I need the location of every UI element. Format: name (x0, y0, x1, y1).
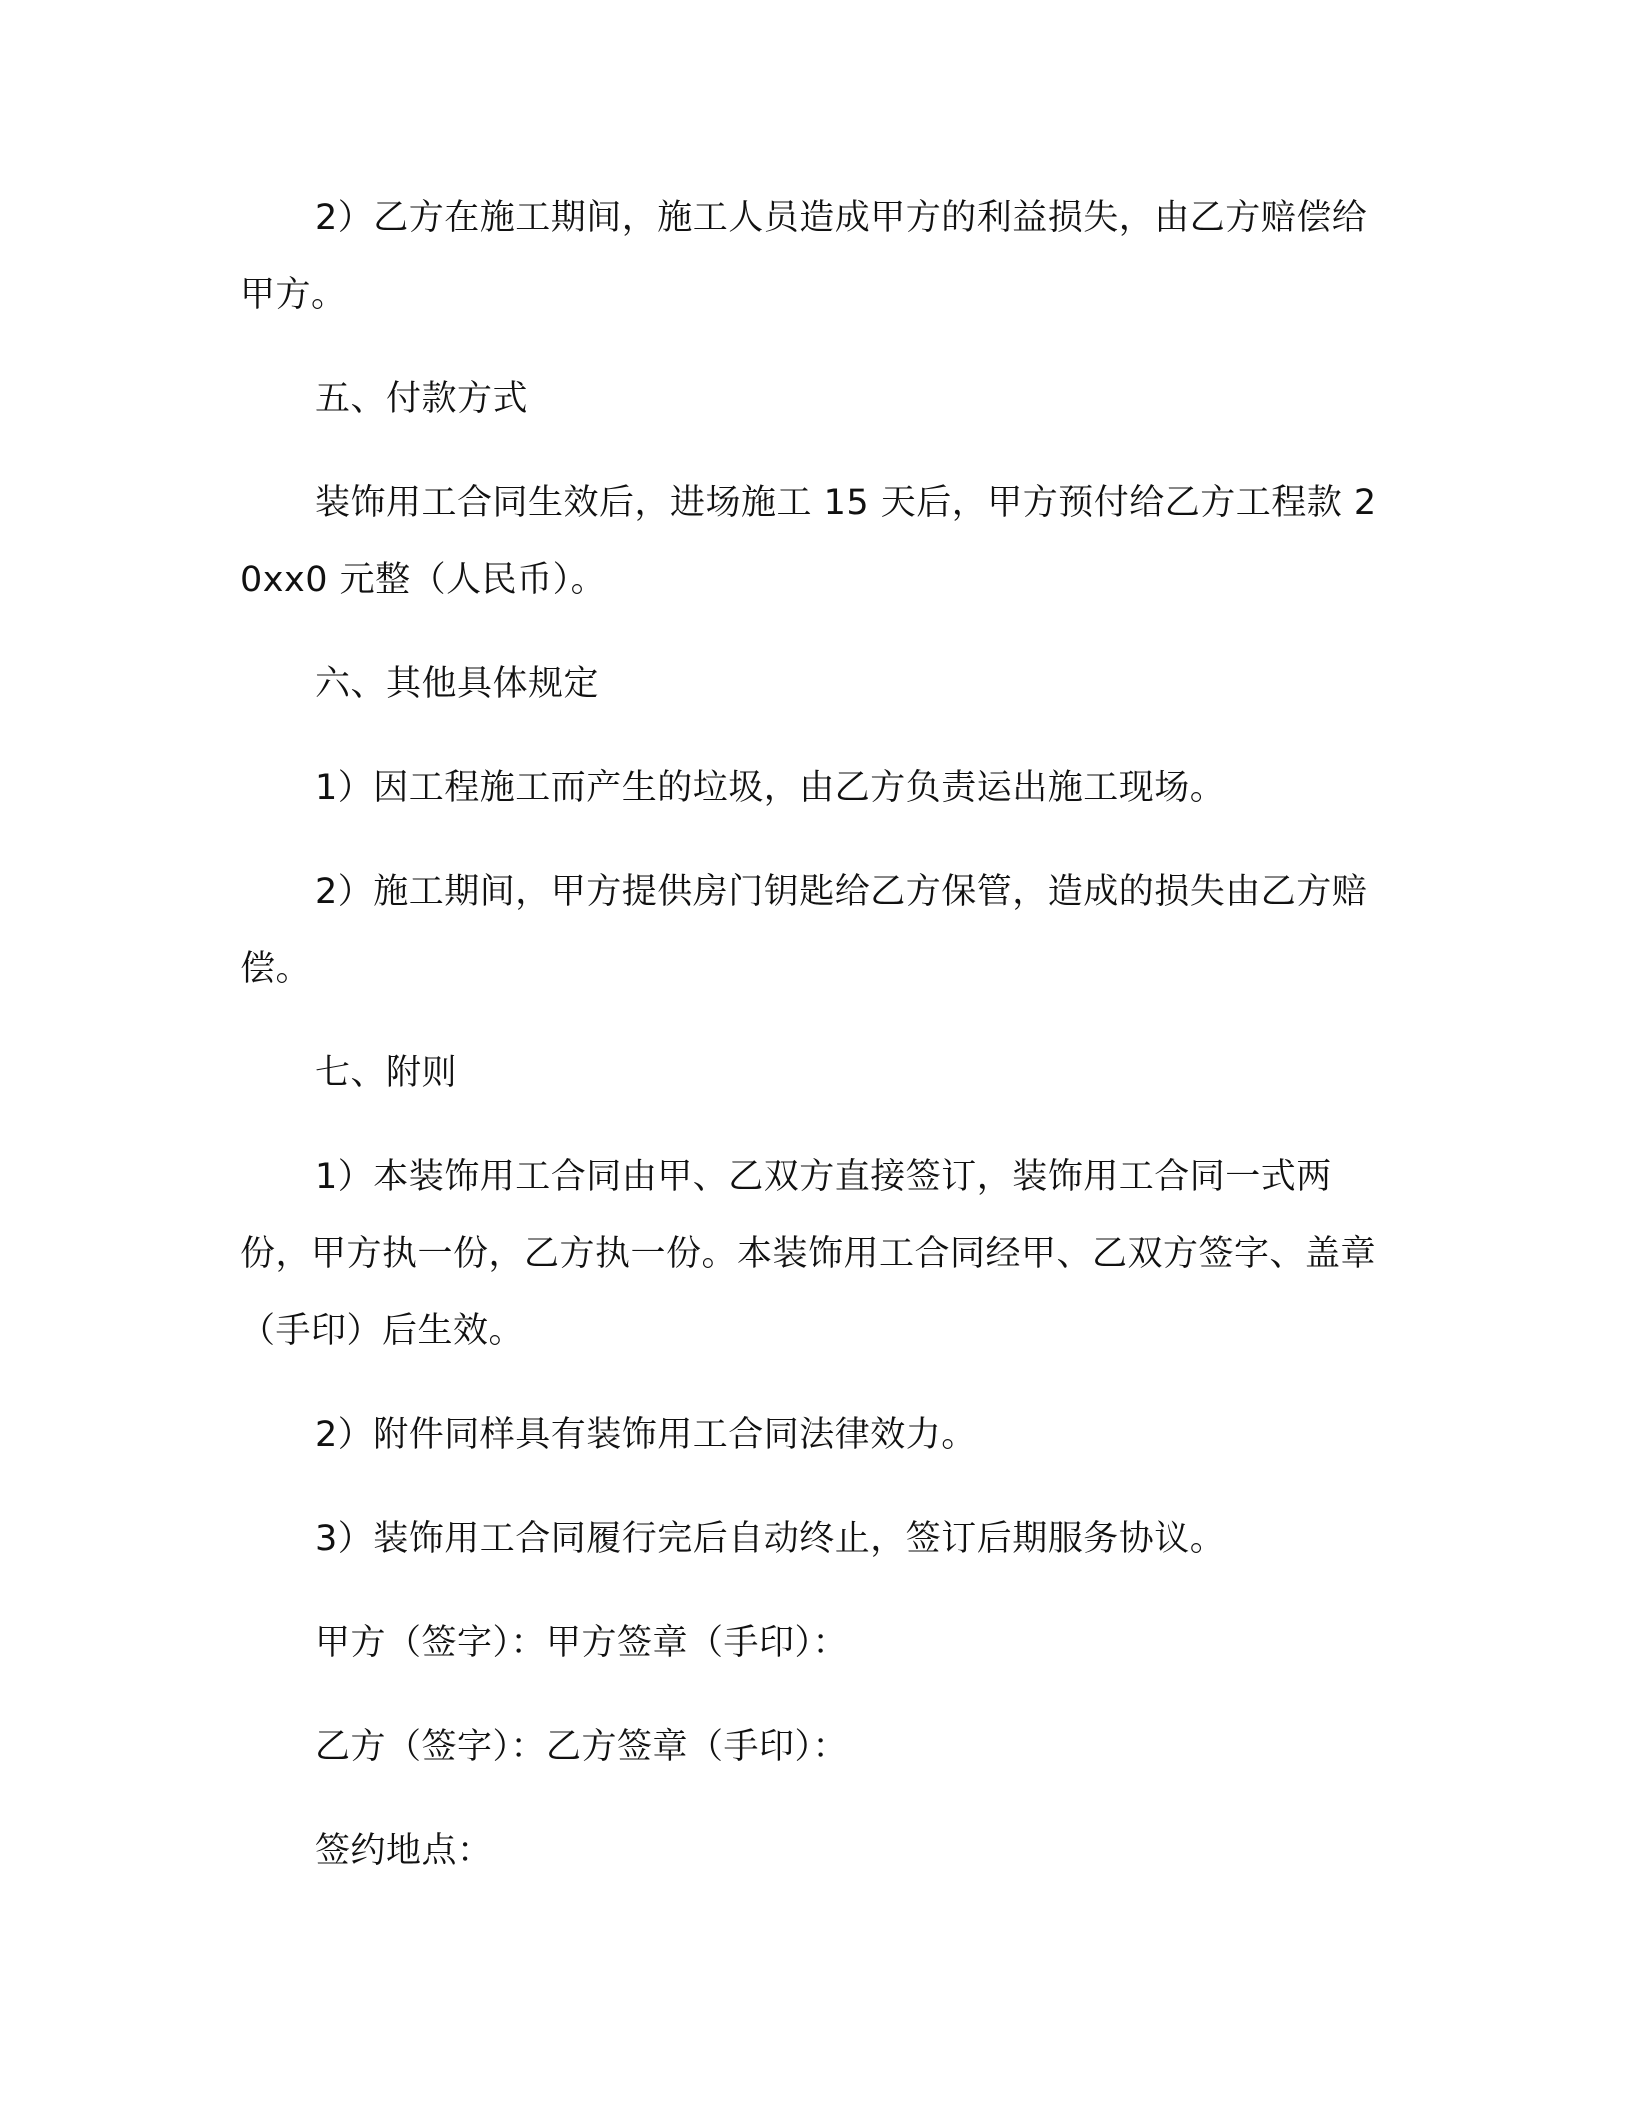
signing-location-line: 签约地点： (315, 1831, 493, 1871)
clause-7-1: 1）本装饰用工合同由甲、乙双方直接签订，装饰用工合同一式两份，甲方执一份，乙方执一份。本装饰用工合同经甲、乙双方签字、盖章（手印）后生效。 (240, 1157, 1377, 1351)
clause-7-2: 2）附件同样具有装饰用工合同法律效力。 (315, 1415, 977, 1455)
section-heading-payment: 五、付款方式 (315, 379, 529, 419)
clause-7-3: 3）装饰用工合同履行完后自动终止，签订后期服务协议。 (315, 1519, 1226, 1559)
party-a-signature-line: 甲方（签字）：甲方签章（手印）： (315, 1623, 849, 1663)
payment-terms: 装饰用工合同生效后，进场施工 15 天后，甲方预付给乙方工程款 20xx0 元整（人民币）。 (240, 483, 1377, 600)
clause-6-2: 2）施工期间，甲方提供房门钥匙给乙方保管，造成的损失由乙方赔偿。 (240, 872, 1368, 989)
section-heading-other-rules: 六、其他具体规定 (315, 664, 600, 704)
document-body (240, 180, 1380, 1890)
section-heading-supplementary: 七、附则 (315, 1053, 458, 1093)
party-b-signature-line: 乙方（签字）：乙方签章（手印）： (315, 1727, 849, 1767)
clause-6-1: 1）因工程施工而产生的垃圾，由乙方负责运出施工现场。 (315, 768, 1226, 808)
clause-4-2: 2）乙方在施工期间，施工人员造成甲方的利益损失，由乙方赔偿给甲方。 (240, 198, 1368, 315)
